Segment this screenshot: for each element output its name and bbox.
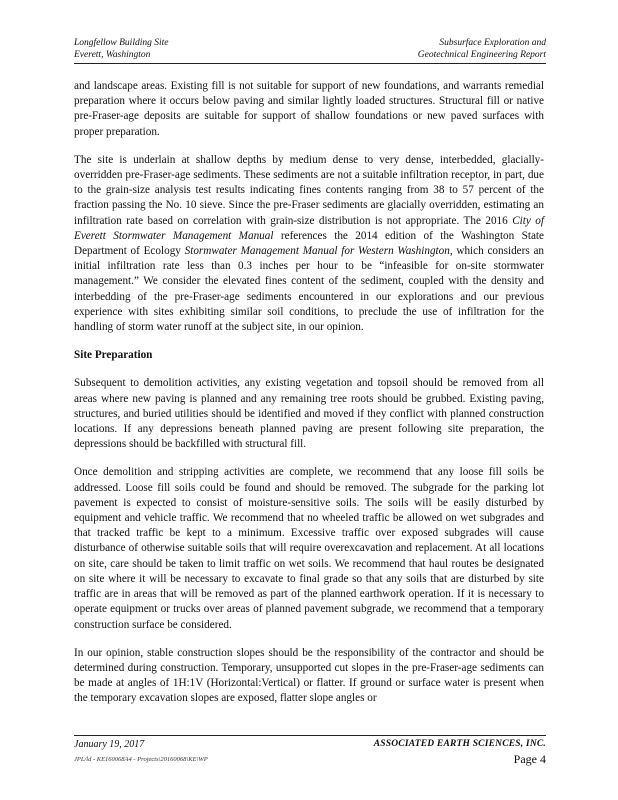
report-body xyxy=(74,79,544,720)
paragraph-infiltration xyxy=(74,153,544,335)
project-location: Everett, Washington xyxy=(74,50,151,60)
section-heading-site-preparation: Site Preparation xyxy=(74,349,153,362)
page-header xyxy=(74,37,546,64)
firm-name: ASSOCIATED EARTH SCIENCES, INC. xyxy=(373,739,546,749)
header-left xyxy=(74,37,168,61)
report-title-line2: Geotechnical Engineering Report xyxy=(417,50,546,60)
manual-title-ecology: Stormwater Management Manual for Western Washington xyxy=(184,245,450,258)
file-reference: JPL/ld - KE160068A4 - Projects\20160068\KE\WP xyxy=(74,756,208,763)
paragraph-fill-suitability: and landscape areas. Existing fill is not suitable for support of new foundations, and warrants remedial preparation where it occurs below paving and similar lightly loaded structures. Structural fill or native pre-Fraser-age deposits are suitable for support of shallow foundations or new paved surfaces with proper preparation. xyxy=(74,80,544,138)
project-name: Longfellow Building Site xyxy=(74,38,169,48)
report-title-line1: Subsurface Exploration and xyxy=(439,38,546,48)
manual-title-everett: City of Everett Stormwater Management Manual xyxy=(74,214,544,242)
paragraph-slopes: In our opinion, stable construction slopes should be the responsibility of the contractor and should be determined during construction. Temporary, unsupported cut slopes in the pre-Fraser-age sediments can be made at angles of 1H:1V (Horizontal:Vertical) or flatter. If ground or surface water is present when the temporary excavation slopes are exposed, flatter slope angles or xyxy=(74,646,544,705)
infiltration-text-1: The site is underlain at shallow depths by medium dense to very dense, interbedded, glacially-overridden pre-Fraser-age sediments. These sediments are not a suitable infiltration receptor, in part, due to the grain-size analysis test results indicating fines contents ranging from 38 to 57 percent of the fraction passing the No. 10 sieve. Since the pre-Fraser sediments are glacially overridden, estimating an infiltration rate based on correlation with grain-size distribution is not appropriate. The 2016 xyxy=(74,153,544,227)
page-footer xyxy=(74,735,546,776)
report-date: January 19, 2017 xyxy=(74,739,145,750)
paragraph-subgrade: Once demolition and stripping activities are complete, we recommend that any loose fill soils be addressed. Loose fill soils could be found and should be removed. The subgrade for the parking lot pavement is expected to consist of moisture-sensitive soils. The soils will be easily disturbed by equipment and vehicle traffic. We recommend that no wheeled traffic be allowed on wet subgrades and that tracked traffic be kept to a minimum. Excessive traffic over exposed subgrades will cause disturbance of otherwise suitable soils that will require overexcavation and replacement. At all locations on site, care should be taken to limit traffic on wet soils. We recommend that haul routes be designated on site where it will be necessary to excavate to final grade so that any soils that are disturbed by site traffic are in areas that will be removed as part of the planned earthwork operation. If it is necessary to operate equipment or trucks over areas of planned pavement subgrade, we recommend that a temporary construction surface be considered. xyxy=(74,466,544,631)
header-right xyxy=(418,37,546,61)
paragraph-demolition: Subsequent to demolition activities, any existing vegetation and topsoil should be removed from all areas where new paving is planned and any remaining tree roots should be grubbed. Existing paving, structures, and buried utilities should be identified and moved if they conflict with planned construction locations. If any depressions beneath planned paving are present following site preparation, the depressions should be backfilled with structural fill. xyxy=(74,377,544,451)
infiltration-text-2: references the 2014 edition of the Washington State Department of Ecology xyxy=(74,229,544,258)
infiltration-text-3: , which considers an initial infiltration rate less than 0.3 inches per hour to be “infeasible for on-site stormwater management.” We consider the elevated fines content of the sediment, coupled with the density and interbedding of the pre-Fraser-age sediments encountered in our explorations and our previous experience with sites exhibiting similar soil conditions, to preclude the use of infiltration for the handling of storm water runoff at the subject site, in our opinion. xyxy=(74,245,544,334)
page-number: Page 4 xyxy=(513,752,546,766)
